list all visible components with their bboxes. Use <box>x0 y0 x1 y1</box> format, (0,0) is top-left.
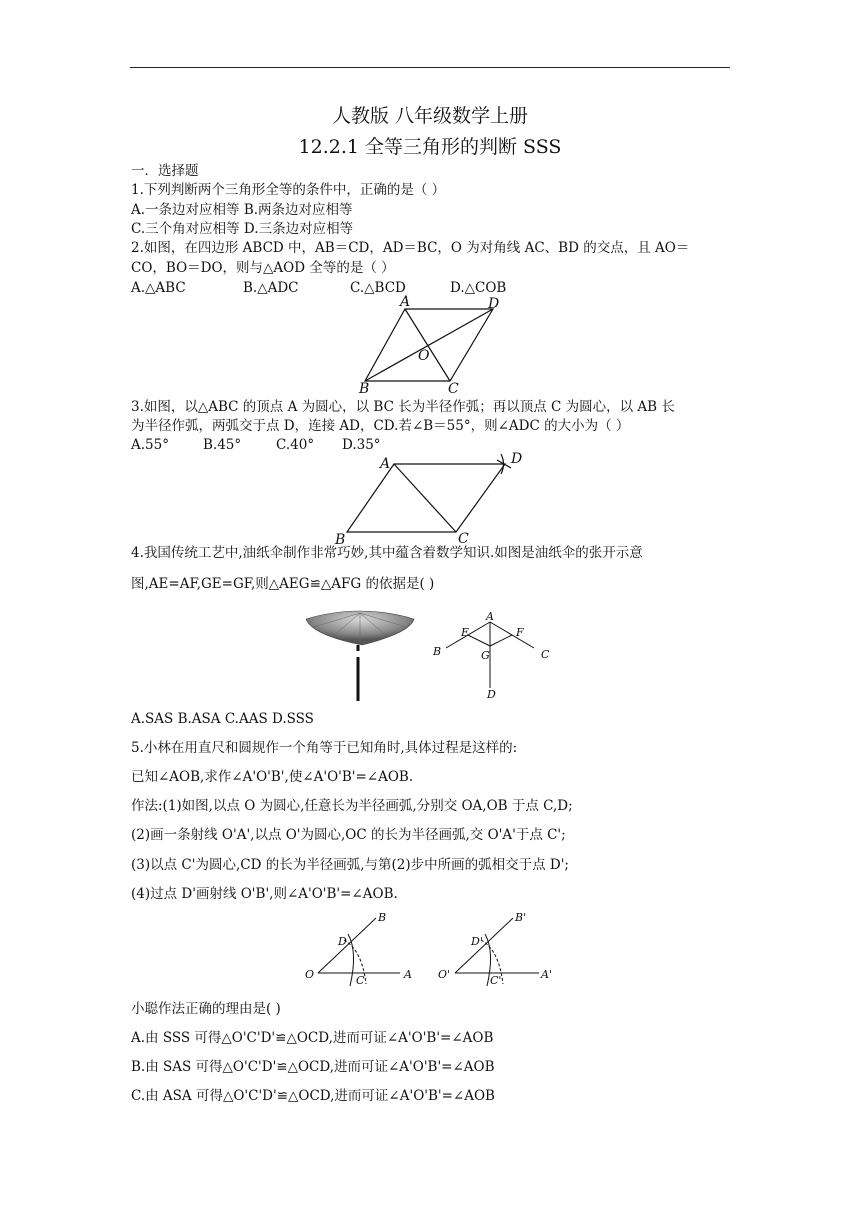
q5-line6: (4)过点 D'画射线 O'B',则∠A'O'B'=∠AOB. <box>131 886 398 902</box>
q2-option-c: C.△BCD <box>350 280 406 296</box>
q2-label-b: B <box>359 381 370 397</box>
q5-fig1-label-a: A <box>404 968 412 981</box>
q4-umbrella-diagram <box>428 608 568 700</box>
q5-fig2-label-c: C' <box>490 974 502 987</box>
q4-label-f: F <box>516 626 524 639</box>
section-heading: 一．选择题 <box>131 163 199 179</box>
q3-option-c: C.40° <box>276 437 315 453</box>
q2-label-d: D <box>488 296 500 312</box>
q2-label-c: C <box>448 381 459 397</box>
q5-fig2-label-o: O' <box>438 968 451 981</box>
q3-option-a: A.55° <box>131 437 169 453</box>
q4-label-c: C <box>541 648 550 661</box>
q4-label-d: D <box>487 688 496 700</box>
q3-label-d: D <box>511 451 523 467</box>
q4-label-e: E <box>461 626 470 639</box>
q5-line7: 小聪作法正确的理由是( ) <box>131 1001 281 1017</box>
q3-option-d: D.35° <box>342 437 381 453</box>
q2-stem-line1: 2.如图，在四边形 ABCD 中，AB＝CD，AD＝BC，O 为对角线 AC、BD 的交点，且 AO＝ <box>131 240 690 256</box>
q1-stem: 1.下列判断两个三角形全等的条件中，正确的是（ ） <box>131 182 446 198</box>
q3-label-a: A <box>380 456 391 472</box>
q5-option-b: B.由 SAS 可得△O'C'D'≌△OCD,进而可证∠A'O'B'=∠AOB <box>131 1059 495 1075</box>
q5-fig1-label-d: D <box>338 935 347 948</box>
q5-angle-figure-aob <box>300 906 425 991</box>
q4-stem-line1: 4.我国传统工艺中,油纸伞制作非常巧妙,其中蕴含着数学知识.如图是油纸伞的张开示意 <box>131 545 643 561</box>
q5-fig1-label-o: O <box>305 968 315 981</box>
q5-angle-figure-aob-prime <box>435 906 560 991</box>
q5-fig2-label-d: D' <box>471 935 483 948</box>
q1-options-cd: C.三个角对应相等 D.三条边对应相等 <box>131 221 354 237</box>
q5-line5: (3)以点 C'为圆心,CD 的长为半径画弧,与第(2)步中所画的弧相交于点 D'; <box>131 857 569 873</box>
q4-options: A.SAS B.ASA C.AAS D.SSS <box>131 711 314 727</box>
q3-option-b: B.45° <box>203 437 242 453</box>
q3-stem-line2: 为半径作弧，两弧交于点 D，连接 AD，CD.若∠B＝55°，则∠ADC 的大小为（ ） <box>131 418 630 434</box>
q2-parallelogram-figure <box>350 293 520 398</box>
q3-label-b: B <box>335 532 346 548</box>
q4-label-b: B <box>433 645 442 658</box>
q5-option-a: A.由 SSS 可得△O'C'D'≌△OCD,进而可证∠A'O'B'=∠AOB <box>131 1030 494 1046</box>
q5-fig1-label-b: B <box>378 911 387 924</box>
q2-option-a: A.△ABC <box>131 280 186 296</box>
q3-label-c: C <box>458 531 469 547</box>
q5-fig2-label-b: B' <box>515 911 527 924</box>
q2-label-a: A <box>400 294 411 310</box>
q5-line1: 5.小林在用直尺和圆规作一个角等于已知角时,具体过程是这样的: <box>131 740 518 756</box>
q4-label-a: A <box>486 610 494 623</box>
q5-fig2-label-a: A' <box>541 968 552 981</box>
q5-fig1-label-c: C <box>356 974 365 987</box>
q5-line3: 作法:(1)如图,以点 O 为圆心,任意长为半径画弧,分别交 OA,OB 于点 C,D; <box>131 798 573 814</box>
q2-label-o: O <box>418 348 430 364</box>
page-subtitle: 12.2.1 全等三角形的判断 SSS <box>298 136 562 158</box>
q2-option-b: B.△ADC <box>243 280 299 296</box>
header-rule <box>130 67 730 68</box>
q2-option-d: D.△COB <box>450 280 507 296</box>
q3-stem-line1: 3.如图，以△ABC 的顶点 A 为圆心，以 BC 长为半径作弧；再以顶点 C 为圆心，以 AB 长 <box>131 399 675 415</box>
q5-line4: (2)画一条射线 O'A',以点 O'为圆心,OC 的长为半径画弧,交 O'A'于点 C'; <box>131 827 566 843</box>
q2-stem-line2: CO，BO＝DO，则与△AOD 全等的是（ ） <box>131 260 395 276</box>
q4-label-g: G <box>481 649 490 662</box>
page-title: 人教版 八年级数学上册 <box>331 105 529 127</box>
q1-options-ab: A.一条边对应相等 B.两条边对应相等 <box>131 202 353 218</box>
q4-stem-line2: 图,AE=AF,GE=GF,则△AEG≌△AFG 的依据是( ) <box>131 576 435 592</box>
q3-parallelogram-figure <box>330 448 530 548</box>
q5-option-c: C.由 ASA 可得△O'C'D'≌△OCD,进而可证∠A'O'B'=∠AOB <box>131 1088 495 1104</box>
umbrella-photo <box>300 605 420 705</box>
q5-line2: 已知∠AOB,求作∠A'O'B',使∠A'O'B'=∠AOB. <box>131 769 414 785</box>
